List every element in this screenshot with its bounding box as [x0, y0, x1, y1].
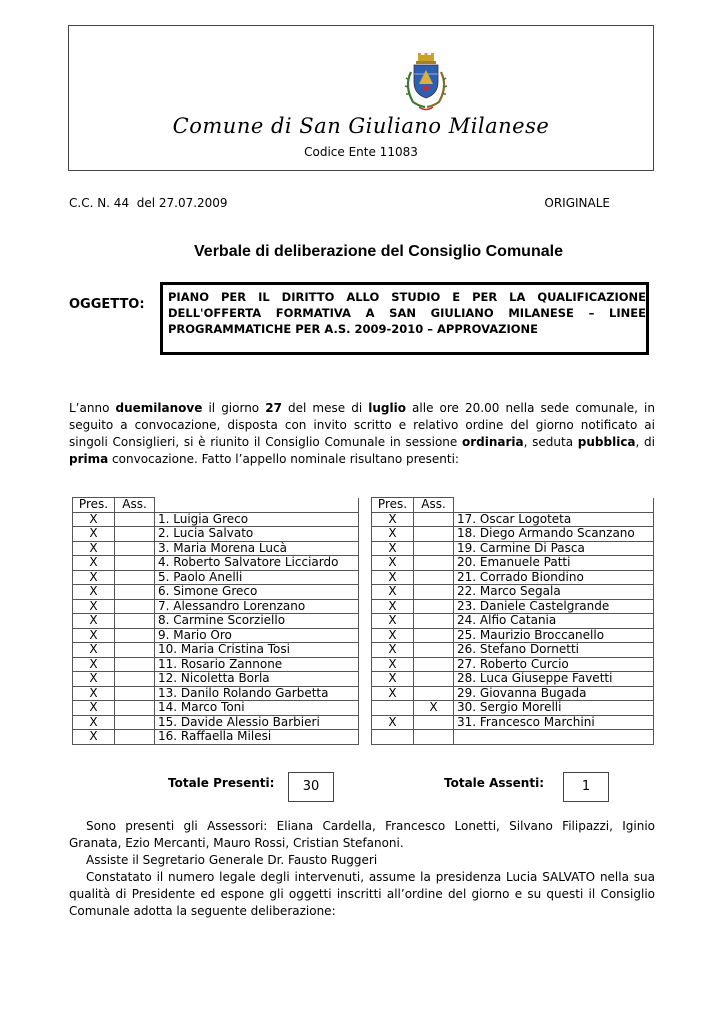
intro-text: del mese di	[281, 401, 369, 415]
councillor-name: 22. Marco Segala	[454, 585, 654, 600]
totale-assenti-value: 1	[563, 772, 609, 802]
pres-mark: X	[73, 701, 115, 716]
councillor-name: 31. Francesco Marchini	[454, 715, 654, 730]
table-row	[372, 701, 654, 716]
pres-mark: X	[73, 628, 115, 643]
pres-mark: X	[73, 556, 115, 571]
document-title: Verbale di deliberazione del Consiglio Comunale	[194, 243, 563, 260]
ass-mark	[115, 715, 155, 730]
table-row	[372, 672, 654, 687]
pres-mark: X	[372, 512, 414, 527]
intro-text: , seduta	[523, 435, 578, 449]
table-row	[372, 715, 654, 730]
table-row	[73, 512, 359, 527]
ass-column-header: Ass.	[414, 498, 454, 513]
table-row	[73, 570, 359, 585]
councillor-name: 28. Luca Giuseppe Favetti	[454, 672, 654, 687]
councillor-name: 21. Corrado Biondino	[454, 570, 654, 585]
councillor-name: 4. Roberto Salvatore Licciardo	[155, 556, 359, 571]
name-column-header	[155, 498, 359, 513]
councillor-name: 16. Raffaella Milesi	[155, 730, 359, 745]
intro-paragraph	[69, 400, 655, 468]
table-row	[73, 643, 359, 658]
table-row	[73, 628, 359, 643]
ass-mark	[414, 570, 454, 585]
pres-mark: X	[73, 657, 115, 672]
ass-mark	[115, 628, 155, 643]
ass-mark	[115, 730, 155, 745]
pres-mark	[372, 701, 414, 716]
pres-mark: X	[372, 527, 414, 542]
pres-mark: X	[73, 715, 115, 730]
councillor-name: 1. Luigia Greco	[155, 512, 359, 527]
ass-mark	[115, 672, 155, 687]
oggetto-text: PIANO PER IL DIRITTO ALLO STUDIO E PER LA QUALIFICAZIONE DELL'OFFERTA FORMATIVA A SAN GIULIANO MILANESE – LINEE PROGRAMMATICHE PER A.S. 2009-2010 – APPROVAZIONE	[168, 290, 646, 336]
ass-mark	[115, 599, 155, 614]
attendance-header-row	[73, 498, 359, 513]
pres-mark: X	[372, 686, 414, 701]
totale-presenti-label: Totale Presenti:	[168, 776, 275, 790]
name-column-header	[454, 498, 654, 513]
table-row	[73, 556, 359, 571]
councillor-name: 5. Paolo Anelli	[155, 570, 359, 585]
table-row	[372, 585, 654, 600]
councillor-name	[454, 730, 654, 745]
ass-column-header: Ass.	[115, 498, 155, 513]
table-row	[73, 527, 359, 542]
table-row	[73, 541, 359, 556]
ass-mark	[414, 541, 454, 556]
codice-ente: Codice Ente 11083	[304, 145, 418, 159]
table-row	[73, 686, 359, 701]
table-row	[73, 715, 359, 730]
totale-assenti-label: Totale Assenti:	[444, 776, 545, 790]
pres-mark: X	[372, 570, 414, 585]
councillor-name: 15. Davide Alessio Barbieri	[155, 715, 359, 730]
councillor-name: 3. Maria Morena Lucà	[155, 541, 359, 556]
segretario-paragraph: Assiste il Segretario Generale Dr. Fausto Ruggeri	[86, 853, 378, 867]
councillor-name: 17. Oscar Logoteta	[454, 512, 654, 527]
pres-mark: X	[372, 628, 414, 643]
table-row	[372, 657, 654, 672]
attendance-header-row	[372, 498, 654, 513]
councillor-name: 23. Daniele Castelgrande	[454, 599, 654, 614]
presidenza-paragraph: Constatato il numero legale degli intervenuti, assume la presidenza Lucia SALVATO nella sua qualità di Presidente ed espone gli oggetti inscritti all’ordine del giorno e su questi il Consiglio Comunale adotta la seguente deliberazione:	[69, 870, 655, 918]
intro-year: duemilanove	[115, 401, 203, 415]
ass-mark	[414, 512, 454, 527]
ass-mark	[414, 556, 454, 571]
councillor-name: 13. Danilo Rolando Garbetta	[155, 686, 359, 701]
table-row	[372, 570, 654, 585]
table-row	[372, 686, 654, 701]
attendance-table-left	[72, 497, 359, 745]
pres-mark: X	[73, 730, 115, 745]
ass-mark	[414, 672, 454, 687]
intro-text: , di	[635, 435, 656, 449]
pres-column-header: Pres.	[73, 498, 115, 513]
ass-mark	[115, 556, 155, 571]
intro-text: L’anno	[69, 401, 116, 415]
pres-mark: X	[73, 614, 115, 629]
oggetto-label: OGGETTO:	[69, 297, 145, 312]
ass-mark	[414, 730, 454, 745]
councillor-name: 29. Giovanna Bugada	[454, 686, 654, 701]
councillor-name: 10. Maria Cristina Tosi	[155, 643, 359, 658]
pres-mark: X	[372, 541, 414, 556]
table-row	[372, 527, 654, 542]
comune-name: Comune di San Giuliano Milanese	[172, 114, 550, 138]
ass-mark	[414, 686, 454, 701]
document-status: ORIGINALE	[544, 196, 610, 210]
pres-mark: X	[73, 541, 115, 556]
intro-month: luglio	[368, 401, 406, 415]
intro-text: il giorno	[202, 401, 266, 415]
ass-mark	[414, 527, 454, 542]
ass-mark	[115, 643, 155, 658]
intro-convocation: prima	[69, 452, 109, 466]
table-row	[73, 730, 359, 745]
councillor-name: 2. Lucia Salvato	[155, 527, 359, 542]
ass-mark	[115, 614, 155, 629]
table-row	[372, 730, 654, 745]
pres-mark: X	[73, 643, 115, 658]
table-row	[372, 628, 654, 643]
pres-mark: X	[372, 585, 414, 600]
table-row	[372, 643, 654, 658]
councillor-name: 9. Mario Oro	[155, 628, 359, 643]
table-row	[73, 614, 359, 629]
closing-text	[69, 818, 655, 920]
pres-mark: X	[73, 570, 115, 585]
table-row	[372, 614, 654, 629]
ass-mark	[414, 715, 454, 730]
ass-mark	[414, 643, 454, 658]
coat-of-arms-icon	[401, 52, 451, 114]
pres-mark: X	[73, 599, 115, 614]
pres-mark: X	[73, 512, 115, 527]
table-row	[372, 556, 654, 571]
ass-mark	[414, 657, 454, 672]
intro-text: alle ore 20.00 nella sede comunale, in seguito a convocazione, disposta con invito scritto e relativo ordine del giorno notificato ai singoli Consiglieri, si è riunito il Consiglio Comunale in sessione	[69, 401, 655, 449]
intro-day: 27	[265, 401, 282, 415]
ass-mark	[115, 686, 155, 701]
assessori-paragraph: Sono presenti gli Assessori: Eliana Cardella, Francesco Lonetti, Silvano Filipazzi, Iginio Granata, Ezio Mercanti, Mauro Rossi, Cristian Stefanoni.	[69, 819, 655, 850]
councillor-name: 7. Alessandro Lorenzano	[155, 599, 359, 614]
councillor-name: 26. Stefano Dornetti	[454, 643, 654, 658]
table-row	[372, 512, 654, 527]
councillor-name: 24. Alfio Catania	[454, 614, 654, 629]
table-row	[372, 599, 654, 614]
pres-mark: X	[372, 599, 414, 614]
table-row	[73, 657, 359, 672]
ass-mark	[414, 585, 454, 600]
intro-text: convocazione. Fatto l’appello nominale risultano presenti:	[108, 452, 459, 466]
pres-mark: X	[372, 556, 414, 571]
ass-mark	[115, 512, 155, 527]
ass-mark	[115, 541, 155, 556]
table-row	[73, 585, 359, 600]
pres-mark: X	[73, 686, 115, 701]
council-resolution-number: C.C. N. 44 del 27.07.2009	[69, 196, 228, 210]
ass-mark	[115, 527, 155, 542]
ass-mark	[115, 570, 155, 585]
ass-mark	[414, 599, 454, 614]
councillor-name: 30. Sergio Morelli	[454, 701, 654, 716]
councillor-name: 20. Emanuele Patti	[454, 556, 654, 571]
councillor-name: 25. Maurizio Broccanello	[454, 628, 654, 643]
table-row	[73, 599, 359, 614]
ass-mark: X	[414, 701, 454, 716]
intro-session-type: ordinaria	[462, 435, 524, 449]
pres-column-header: Pres.	[372, 498, 414, 513]
ass-mark	[115, 657, 155, 672]
pres-mark: X	[372, 614, 414, 629]
pres-mark: X	[372, 715, 414, 730]
councillor-name: 19. Carmine Di Pasca	[454, 541, 654, 556]
ass-mark	[414, 614, 454, 629]
pres-mark	[372, 730, 414, 745]
attendance-table-right	[371, 497, 654, 745]
ass-mark	[414, 628, 454, 643]
pres-mark: X	[372, 643, 414, 658]
pres-mark: X	[372, 657, 414, 672]
pres-mark: X	[73, 672, 115, 687]
councillor-name: 11. Rosario Zannone	[155, 657, 359, 672]
table-row	[73, 672, 359, 687]
councillor-name: 6. Simone Greco	[155, 585, 359, 600]
councillor-name: 27. Roberto Curcio	[454, 657, 654, 672]
councillor-name: 18. Diego Armando Scanzano	[454, 527, 654, 542]
pres-mark: X	[73, 585, 115, 600]
intro-sitting-type: pubblica	[577, 435, 636, 449]
letterhead-box	[68, 25, 654, 171]
councillor-name: 8. Carmine Scorziello	[155, 614, 359, 629]
table-row	[73, 701, 359, 716]
councillor-name: 12. Nicoletta Borla	[155, 672, 359, 687]
ass-mark	[115, 585, 155, 600]
pres-mark: X	[372, 672, 414, 687]
totale-presenti-value: 30	[288, 772, 334, 802]
table-row	[372, 541, 654, 556]
pres-mark: X	[73, 527, 115, 542]
ass-mark	[115, 701, 155, 716]
councillor-name: 14. Marco Toni	[155, 701, 359, 716]
